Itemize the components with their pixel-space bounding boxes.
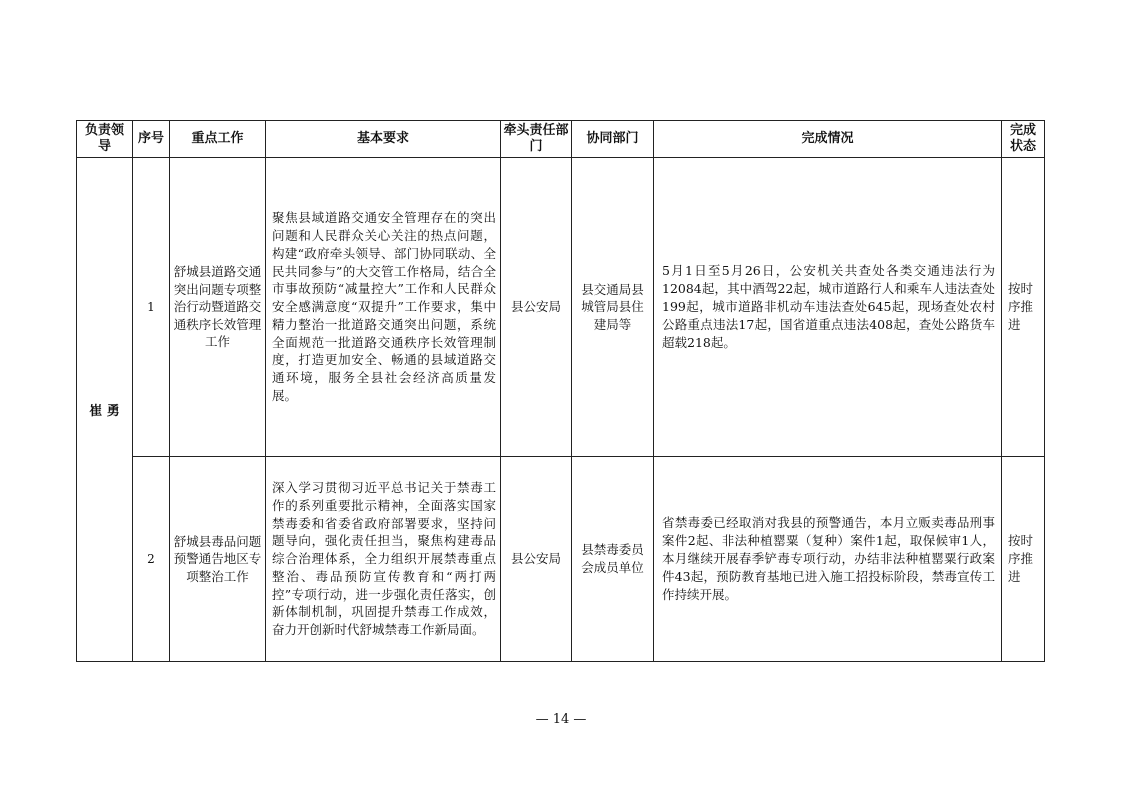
header-lead-dept: 牵头责任部门 xyxy=(501,121,572,158)
leader-cell: 崔 勇 xyxy=(77,158,133,662)
header-completion: 完成情况 xyxy=(654,121,1002,158)
completion-cell: 5月1日至5月26日，公安机关共查处各类交通违法行为12084起，其中酒驾22起，城市道路行人和乘车人违法查处199起，城市道路非机动车违法查处645起，现场查处农村公路重点违法17起，国省道重点违法408起，查处公路货车超载218起。 xyxy=(654,158,1002,457)
header-leader: 负责领导 xyxy=(77,121,133,158)
header-seq: 序号 xyxy=(133,121,170,158)
coop-dept-cell: 县交通局县城管局县住建局等 xyxy=(572,158,654,457)
header-requirement: 基本要求 xyxy=(266,121,501,158)
lead-dept-cell: 县公安局 xyxy=(501,457,572,662)
header-row xyxy=(77,121,1045,158)
header-coop-dept: 协同部门 xyxy=(572,121,654,158)
requirement-cell: 深入学习贯彻习近平总书记关于禁毒工作的系列重要批示精神，全面落实国家禁毒委和省委省政府部署要求，坚持问题导向，强化责任担当，聚焦构建毒品综合治理体系，全力组织开展禁毒重点整治、毒品预防宣传教育和“两打两控”专项行动，进一步强化责任落实，创新体制机制，巩固提升禁毒工作成效，奋力开创新时代舒城禁毒工作新局面。 xyxy=(266,457,501,662)
seq-cell: 2 xyxy=(133,457,170,662)
completion-cell: 省禁毒委已经取消对我县的预警通告，本月立贩卖毒品刑事案件2起、非法种植罂粟（复种）案件1起，取保候审1人，本月继续开展春季铲毒专项行动，办结非法种植罂粟行政案件43起，预防教育基地已进入施工招投标阶段，禁毒宣传工作持续开展。 xyxy=(654,457,1002,662)
header-task: 重点工作 xyxy=(170,121,266,158)
coop-dept-cell: 县禁毒委员会成员单位 xyxy=(572,457,654,662)
seq-cell: 1 xyxy=(133,158,170,457)
status-cell: 按时序推进 xyxy=(1002,457,1045,662)
lead-dept-cell: 县公安局 xyxy=(501,158,572,457)
status-cell: 按时序推进 xyxy=(1002,158,1045,457)
table-row xyxy=(77,457,1045,662)
header-status: 完成状态 xyxy=(1002,121,1045,158)
task-cell: 舒城县道路交通突出问题专项整治行动暨道路交通秩序长效管理工作 xyxy=(170,158,266,457)
page-number: — 14 — xyxy=(535,712,587,727)
requirement-cell: 聚焦县域道路交通安全管理存在的突出问题和人民群众关心关注的热点问题，构建“政府牵头领导、部门协同联动、全民共同参与”的大交管工作格局，结合全市事故预防“减量控大”工作和人民群众安全感满意度“双提升”工作要求，集中精力整治一批道路交通突出问题，系统全面规范一批道路交通秩序长效管理制度，打造更加安全、畅通的县域道路交通环境，服务全县社会经济高质量发展。 xyxy=(266,158,501,457)
table-row xyxy=(77,158,1045,457)
task-cell: 舒城县毒品问题预警通告地区专项整治工作 xyxy=(170,457,266,662)
work-progress-table xyxy=(76,120,1045,662)
